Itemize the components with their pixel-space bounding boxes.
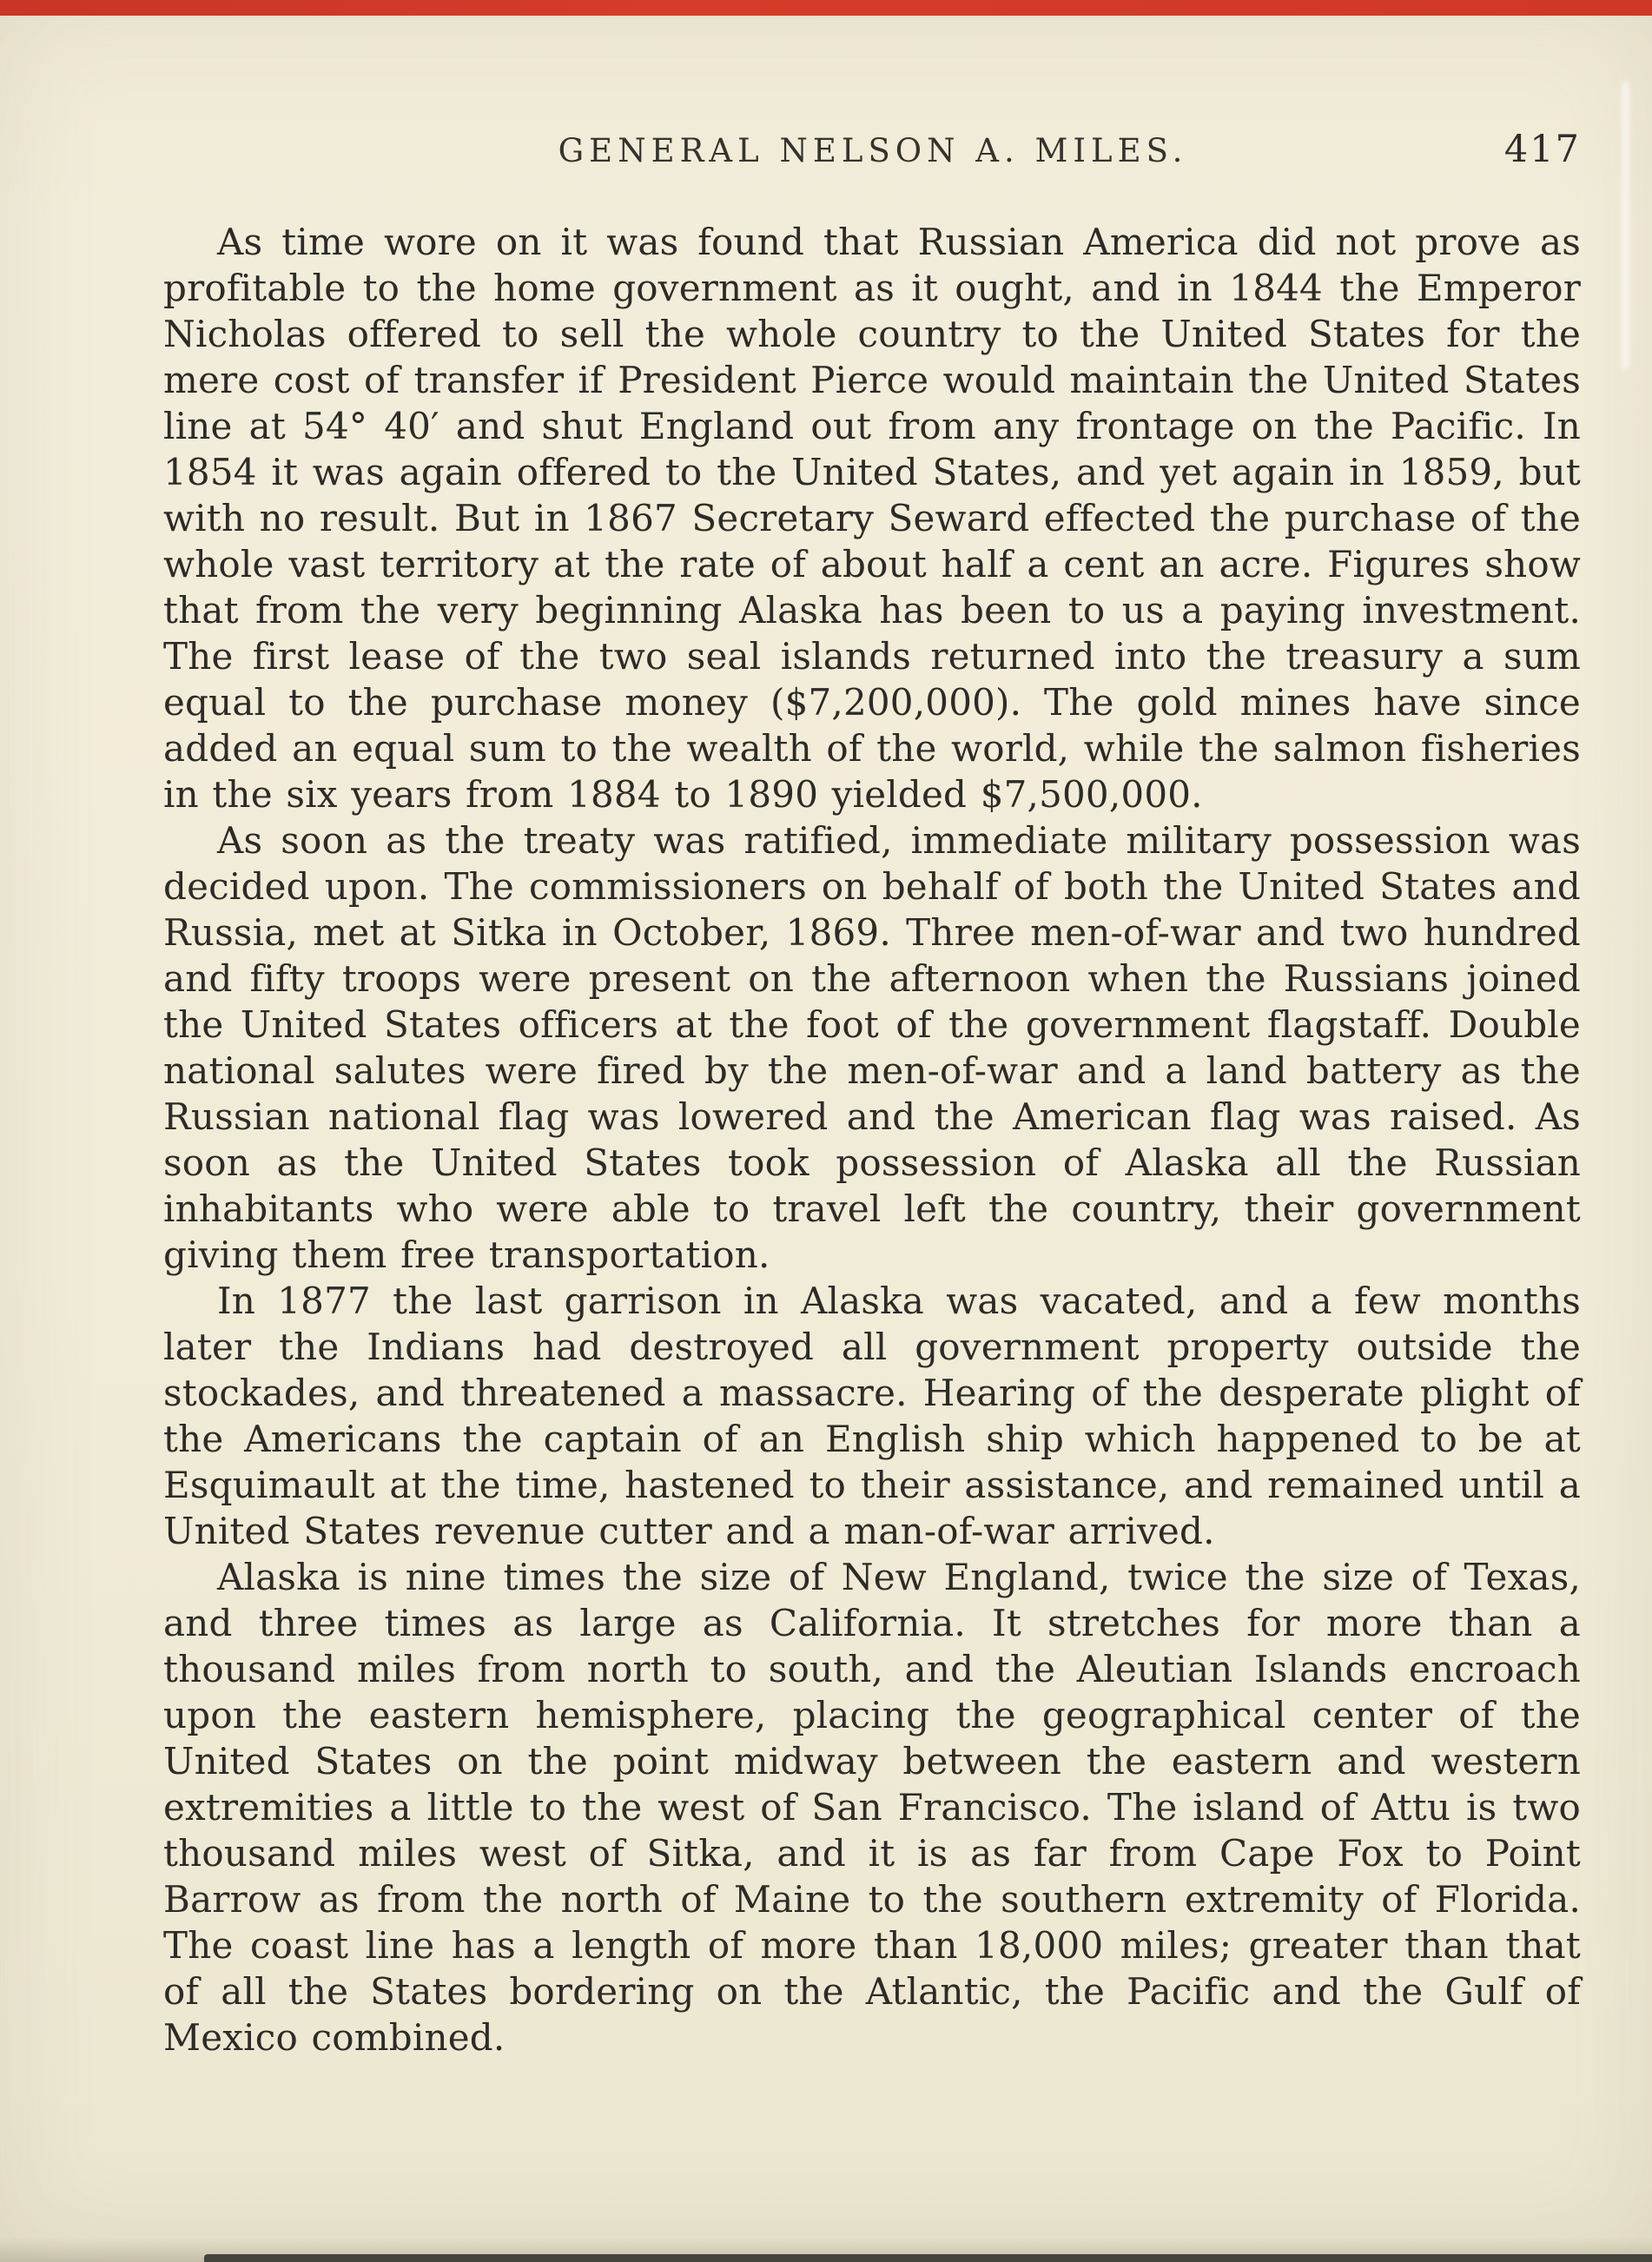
page-crease-highlight <box>1622 83 1629 369</box>
paragraph: As soon as the treaty was ratified, immediate military possession was decided upon. The commissioners on behalf of both the United States and Russia, met at Sitka in October, 1869. Three men-of-war and two hundred and fifty troops were present on the afternoon when the Russians joined the United States officers at the foot of the government flagstaff. Double national salutes were fired by the men-of-war and a land battery as the Russian national flag was lowered and the American flag was raised. As soon as the United States took possession of Alaska all the Russian inhabitants who were able to travel left the country, their government giving them free transportation. <box>163 819 1581 1276</box>
paragraph: As time wore on it was found that Russian America did not prove as profitable to the home government as it ought, and in 1844 the Emperor Nicholas offered to sell the whole country to the United States for the mere cost of transfer if President Pierce would maintain the United States line at 54° 40′ and shut England out from any frontage on the Pacific. In 1854 it was again offered to the United States, and yet again in 1859, but with no result. But in 1867 Secretary Seward effected the purchase of the whole vast territory at the rate of about half a cent an acre. Figures show that from the very beginning Alaska has been to us a paying investment. The first lease of the two seal islands returned into the treasury a sum equal to the purchase money ($7,200,000). The gold mines have since added an equal sum to the wealth of the world, while the salmon fisheries in the six years from 1884 to 1890 yielded $7,500,000. <box>163 221 1581 816</box>
scan-edge-top-red-strip <box>0 0 1652 16</box>
paragraph: Alaska is nine times the size of New England, twice the size of Texas, and three times as large as California. It stretches for more than a thousand miles from north to south, and the Aleutian Islands encroach upon the eastern hemisphere, placing the geographical center of the United States on the point midway between the eastern and western extremities a little to the west of San Francisco. The island of Attu is two thousand miles west of Sitka, and it is as far from Cape Fox to Point Barrow as from the north of Maine to the southern extremity of Florida. The coast line has a length of more than 18,000 miles; greater than that of all the States bordering on the Atlantic, the Pacific and the Gulf of Mexico combined. <box>163 1556 1581 2059</box>
paragraph: In 1877 the last garrison in Alaska was vacated, and a few months later the Indians had destroyed all government property outside the stockades, and threatened a massacre. Hearing of the desperate plight of the Americans the captain of an English ship which happened to be at Esquimault at the time, hastened to their assistance, and remained until a United States revenue cutter and a man-of-war arrived. <box>163 1280 1581 1552</box>
page-number: 417 <box>1503 128 1581 171</box>
running-header <box>165 128 1581 186</box>
page-body <box>163 219 1581 2060</box>
running-header-title: GENERAL NELSON A. MILES. <box>558 132 1188 169</box>
scan-edge-bottom-strip <box>204 2254 1652 2262</box>
